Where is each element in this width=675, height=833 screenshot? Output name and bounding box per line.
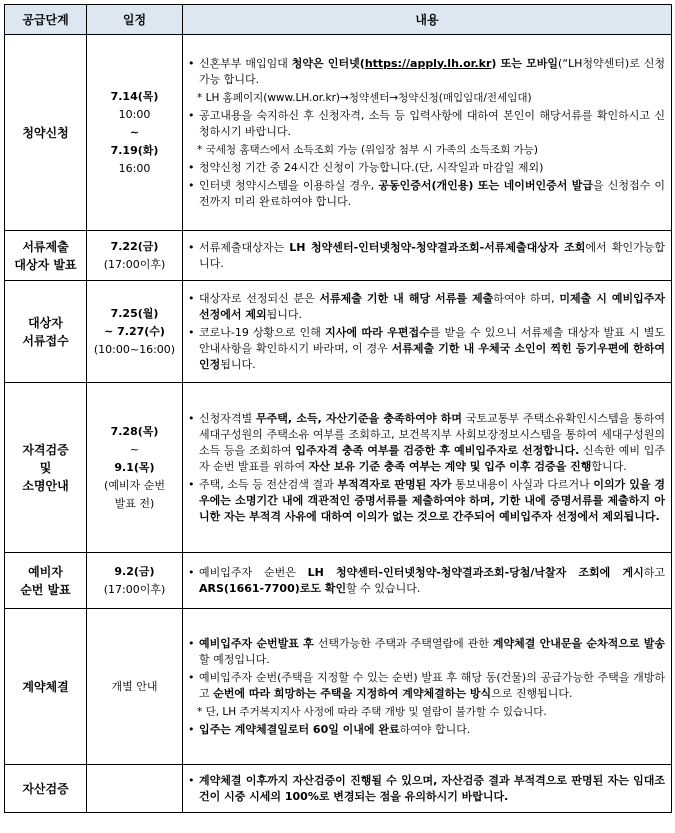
- schedule-date: 7.22(금): [110, 239, 159, 253]
- schedule-end-date: 9.1(목): [114, 460, 155, 474]
- list-item: • 대상자로 선정되신 분은 서류제출 기한 내 해당 서류를 제출하여야 하며, 미제출 시 예비입주자 선정에서 제외됩니다.: [187, 291, 665, 323]
- list-item: • 예비입주자 순번(주택을 지정할 수 있는 순번) 발표 후 해당 동(건물)의 공급가능한 주택을 개방하고 순번에 따라 희망하는 주택을 지정하여 계약체결하는 방식으로 진행됩니다.: [187, 670, 665, 702]
- stage-label: 대상자: [28, 315, 63, 330]
- schedule-note: (예비자 순번: [104, 478, 165, 492]
- list-item: • 공고내용을 숙지하신 후 신청자격, 소득 등 입력사항에 대하여 본인이 해당서류를 확인하시고 신청하시기 바랍니다.: [187, 108, 665, 140]
- schedule-cell: [87, 765, 183, 813]
- list-item: • 신혼부부 매입임대 청약은 인터넷(https://apply.lh.or.kr) 또는 모바일(“LH청약센터)로 신청가능 합니다.: [187, 56, 665, 88]
- stage-cell: [5, 553, 87, 609]
- schedule-time: (10:00~16:00): [93, 342, 176, 356]
- note-text: * 국세청 홈택스에서 소득조회 가능 (위임장 첨부 시 가족의 소득조회 가능): [197, 143, 538, 156]
- header-stage: 공급단계: [5, 5, 87, 35]
- content-cell: [183, 553, 672, 609]
- note-text: * LH 홈페이지(www.LH.or.kr)→청약센터→청약신청(매입임대/전세임대): [197, 91, 532, 104]
- row-waitlist-announce: [5, 553, 672, 609]
- row-contract: [5, 609, 672, 765]
- stage-label: 자산검증: [22, 781, 69, 796]
- stage-cell: [5, 281, 87, 383]
- schedule-tilde: ~: [129, 125, 140, 139]
- stage-label: 계약체결: [22, 679, 69, 694]
- header-row: [5, 5, 672, 35]
- stage-label: 서류접수: [22, 333, 69, 348]
- stage-label: 예비자: [28, 564, 63, 579]
- note-text: * 단, LH 주거복지지사 사정에 따라 주택 개방 및 열람이 불가할 수 있습니다.: [197, 705, 547, 718]
- row-asset-check: [5, 765, 672, 813]
- schedule-cell: [87, 383, 183, 553]
- apply-url-link[interactable]: https://apply.lh.or.kr: [364, 56, 492, 70]
- stage-label: 서류제출: [22, 239, 69, 254]
- stage-cell: [5, 383, 87, 553]
- stage-cell: [5, 231, 87, 281]
- schedule-note: 발표 전): [114, 496, 155, 510]
- list-item: • 예비입주자 순번은 LH 청약센터-인터넷청약-청약결과조회-당첨/낙찰자 조회에 게시하고 ARS(1661-7700)로도 확인할 수 있습니다.: [187, 565, 665, 597]
- schedule-start-date: 7.25(월): [110, 306, 159, 320]
- stage-cell: [5, 765, 87, 813]
- row-doc-submission: [5, 281, 672, 383]
- content-cell: [183, 281, 672, 383]
- schedule-cell: [87, 553, 183, 609]
- list-item: • 입주는 계약체결일로터 60일 이내에 완료하여야 합니다.: [187, 722, 665, 738]
- list-item: • 신청자격별 무주택, 소득, 자산기준을 충족하여야 하며 국토교통부 주택소유확인시스템을 통하여 세대구성원의 주택소유 여부를 조회하고, 보건복지부 사회보장정보시스템을 통하여 세대구성원의 소득 등을 조회하여 입주자격 충족 여부를 검증한 후 예비입주자로 선정합니다. 신속한 예비 입주자 순번 발표를 위하여 자산 보유 기준 충족 여부는 계약 및 입주 이후 검증을 진행합니다.: [187, 411, 665, 475]
- row-doc-target-announce: [5, 231, 672, 281]
- schedule-start-date: 7.28(목): [110, 424, 159, 438]
- schedule-time: (17:00이후): [103, 257, 166, 271]
- stage-label: 및: [39, 460, 52, 475]
- stage-cell: [5, 35, 87, 231]
- content-cell: [183, 383, 672, 553]
- stage-label: 순번 발표: [20, 582, 71, 597]
- list-item: • 인터넷 청약시스템을 이용하실 경우, 공동인증서(개인용) 또는 네이버인증서 발급을 신청접수 이전까지 미리 완료하여야 합니다.: [187, 178, 665, 210]
- content-cell: [183, 609, 672, 765]
- schedule-end-date: ~ 7.27(수): [104, 324, 165, 338]
- row-eligibility-check: [5, 383, 672, 553]
- list-item: • 서류제출대상자는 LH 청약센터-인터넷청약-청약결과조회-서류제출대상자 조회에서 확인가능합니다.: [187, 240, 665, 272]
- stage-label: 대상자 발표: [14, 257, 77, 272]
- schedule-cell: [87, 35, 183, 231]
- list-item: • 예비입주자 순번발표 후 선택가능한 주택과 주택열람에 관한 계약체결 안내문을 순차적으로 발송할 예정입니다.: [187, 636, 665, 668]
- list-item: • 청약신청 기간 중 24시간 신청이 가능합니다.(단, 시작일과 마감일 제외): [187, 160, 665, 176]
- schedule-cell: [87, 281, 183, 383]
- schedule-time: (17:00이후): [103, 582, 166, 596]
- content-cell: [183, 231, 672, 281]
- list-item: • 계약체결 이후까지 자산검증이 진행될 수 있으며, 자산검증 결과 부적격으로 판명된 자는 임대조건이 시중 시세의 100%로 변경되는 점을 유의하시기 바랍니다.: [187, 773, 665, 805]
- schedule-note: 개별 안내: [111, 679, 158, 693]
- schedule-tilde: ~: [129, 442, 140, 456]
- stage-label: 소명안내: [22, 478, 69, 493]
- schedule-end-date: 7.19(화): [110, 143, 159, 157]
- schedule-start-date: 7.14(목): [110, 89, 159, 103]
- content-cell: [183, 35, 672, 231]
- stage-label: 자격검증: [22, 442, 69, 457]
- row-application: [5, 35, 672, 231]
- schedule-date: 9.2(금): [114, 564, 155, 578]
- schedule-cell: [87, 231, 183, 281]
- list-item: • 코로나-19 상황으로 인해 지사에 따라 우편접수를 받을 수 있으니 서류제출 대상자 발표 시 별도 안내사항을 확인하시기 바라며, 이 경우 서류제출 기한 내 우체국 소인이 찍힌 등기우편에 한하여 인정됩니다.: [187, 325, 665, 373]
- list-item: • 주택, 소득 등 전산검색 결과 부적격자로 판명된 자가 통보내용이 사실과 다르거나 이의가 있을 경우에는 소명기간 내에 객관적인 증명서류를 제출하여야 하며, 기한 내에 증명서류를 제출하지 아니한 자는 부적격 사유에 대하여 이의가 없는 것으로 간주되어 예비입주자 선정에서 제외됩니다.: [187, 477, 665, 525]
- supply-schedule-table: [4, 4, 672, 813]
- content-cell: [183, 765, 672, 813]
- header-content: 내용: [183, 5, 672, 35]
- header-schedule: 일정: [87, 5, 183, 35]
- stage-label: 청약신청: [22, 125, 69, 140]
- stage-cell: [5, 609, 87, 765]
- schedule-end-time: 16:00: [118, 161, 151, 175]
- schedule-start-time: 10:00: [118, 107, 151, 121]
- schedule-cell: [87, 609, 183, 765]
